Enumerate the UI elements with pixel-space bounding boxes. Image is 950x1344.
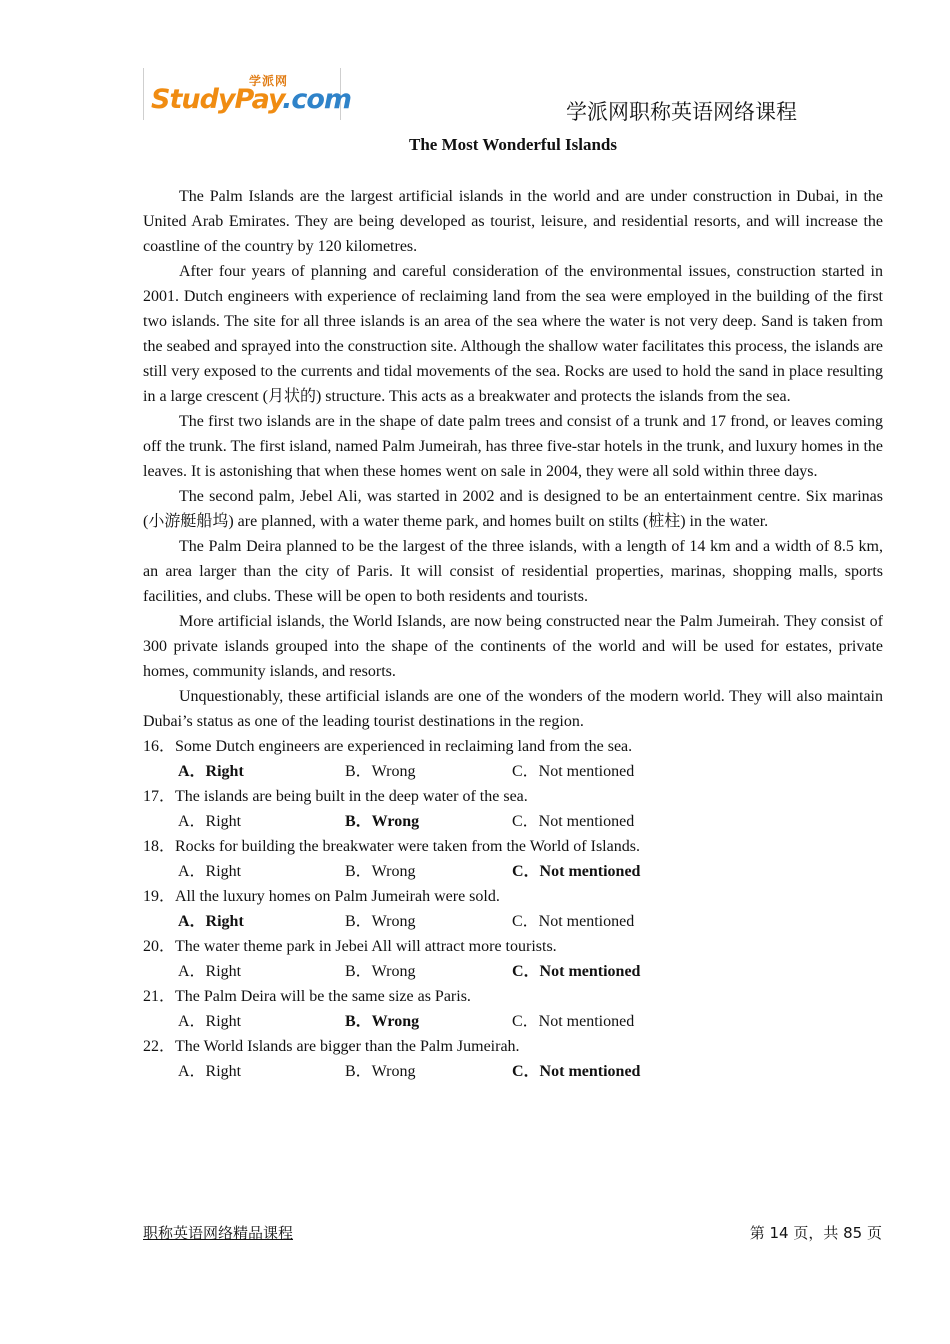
option-b: B．Wrong: [345, 813, 420, 830]
question-list: [143, 734, 883, 1084]
option-c: C．Not mentioned: [512, 813, 635, 830]
option-b: B．Wrong: [345, 763, 416, 780]
option-b: B．Wrong: [345, 1063, 416, 1080]
option-a: A．Right: [178, 913, 244, 930]
option-b: B．Wrong: [345, 963, 416, 980]
paragraph: More artificial islands, the World Islands, are now being constructed near the Palm Jumeirah. They consist of 300 private islands grouped into the shape of the continents of the world and will be used for estates, private homes, community islands, and resorts.: [143, 613, 883, 680]
answer-options: [143, 959, 883, 984]
paragraph: The first two islands are in the shape of date palm trees and consist of a trunk and 17 frond, or leaves coming off the trunk. The first island, named Palm Jumeirah, has three five-star hotels in the trunk, and luxury homes in the leaves. It is astonishing that when these homes went on sale in 2004, they were all sold within three days.: [143, 413, 883, 480]
question-text: 16．Some Dutch engineers are experienced in reclaiming land from the sea.: [143, 738, 633, 755]
option-a: A．Right: [178, 813, 242, 830]
option-c: C．Not mentioned: [512, 1013, 635, 1030]
option-a: A．Right: [178, 1063, 242, 1080]
paragraph: Unquestionably, these artificial islands are one of the wonders of the modern world. They will also maintain Dubai’s status as one of the leading tourist destinations in the region.: [143, 688, 883, 730]
paragraph: The second palm, Jebel Ali, was started in 2002 and is designed to be an entertainment centre. Six marinas (小游艇船坞) are planned, with a water theme park, and homes built on stilts (桩柱) in the water.: [143, 488, 883, 530]
option-a: A．Right: [178, 763, 244, 780]
footer-page-number: 第 14 页，共 85 页: [749, 1224, 882, 1242]
document-title: The Most Wonderful Islands: [409, 135, 617, 154]
option-c: C．Not mentioned: [512, 863, 641, 880]
option-a: A．Right: [178, 1013, 242, 1030]
question-text: 17．The islands are being built in the deep water of the sea.: [143, 788, 528, 805]
question-text: 20．The water theme park in Jebei All will attract more tourists.: [143, 938, 557, 955]
answer-options: [143, 909, 883, 934]
option-c: C．Not mentioned: [512, 913, 635, 930]
paragraph: After four years of planning and careful consideration of the environmental issues, construction started in 2001. Dutch engineers with experience of reclaiming land from the sea were employed in the building of the first two islands. The site for all three islands is an area of the sea where the water is not very deep. Sand is taken from the seabed and sprayed into the construction site. Although the shallow water facilitates this process, the islands are still very exposed to the currents and tidal movements of the sea. Rocks are used to hold the sand in place resulting in a large crescent (月状的) structure. This acts as a breakwater and protects the islands from the sea.: [143, 263, 883, 405]
question-text: 21．The Palm Deira will be the same size as Paris.: [143, 988, 471, 1005]
option-c: C．Not mentioned: [512, 1063, 641, 1080]
option-b: B．Wrong: [345, 863, 416, 880]
option-a: A．Right: [178, 963, 242, 980]
option-b: B．Wrong: [345, 1013, 420, 1030]
paragraph: The Palm Islands are the largest artificial islands in the world and are under construction in Dubai, in the United Arab Emirates. They are being developed as tourist, leisure, and residential resorts, and will increase the coastline of the country by 120 kilometres.: [143, 188, 883, 255]
logo-chinese-text: 学派网: [249, 74, 289, 88]
answer-options: [143, 1009, 883, 1034]
option-c: C．Not mentioned: [512, 763, 635, 780]
option-a: A．Right: [178, 863, 242, 880]
answer-options: [143, 1059, 883, 1084]
logo-wordmark: StudyPay.com: [151, 84, 352, 115]
option-b: B．Wrong: [345, 913, 416, 930]
header-course-title: 学派网职称英语网络课程: [566, 100, 797, 124]
option-c: C．Not mentioned: [512, 963, 641, 980]
answer-options: [143, 859, 883, 884]
question-text: 19．All the luxury homes on Palm Jumeirah were sold.: [143, 888, 500, 905]
footer-course-link[interactable]: 职称英语网络精品课程: [143, 1224, 294, 1242]
answer-options: [143, 809, 883, 834]
question-text: 22．The World Islands are bigger than the Palm Jumeirah.: [143, 1038, 520, 1055]
document-content: [143, 184, 883, 1084]
studypay-logo: [143, 68, 352, 120]
paragraph: The Palm Deira planned to be the largest of the three islands, with a length of 14 km and a width of 8.5 km, an area larger than the city of Paris. It will consist of residential properties, marinas, shopping malls, sports facilities, and clubs. These will be open to both residents and tourists.: [143, 538, 883, 605]
answer-options: [143, 759, 883, 784]
question-text: 18．Rocks for building the breakwater were taken from the World of Islands.: [143, 838, 640, 855]
